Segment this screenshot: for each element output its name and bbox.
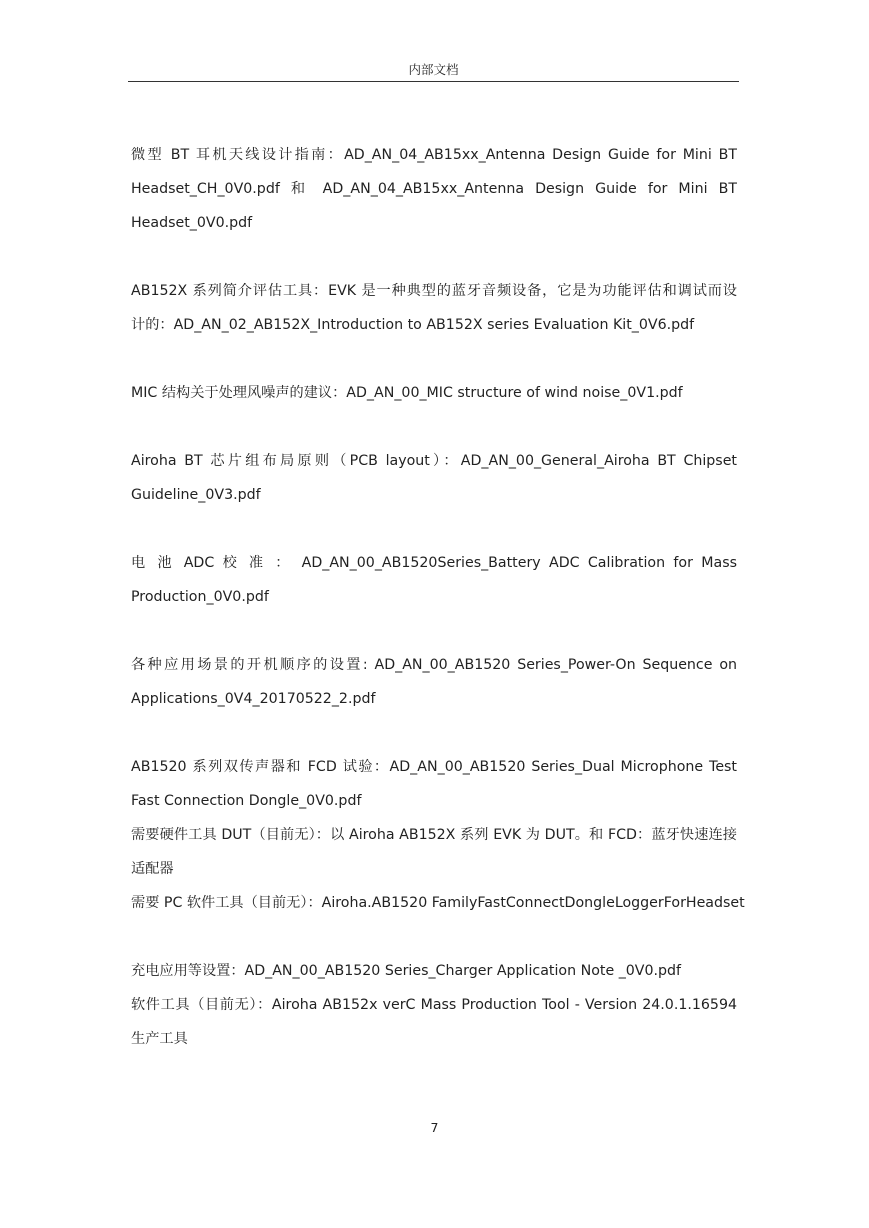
text-line: 需要硬件工具 DUT（目前无）：以 Airoha AB152X 系列 EVK 为 DUT。和 FCD：蓝牙快速连接 — [131, 827, 737, 843]
text-line: AB152X 系列简介评估工具：EVK 是一种典型的蓝牙音频设备，它是为功能评估和调试而设 — [131, 283, 737, 299]
paragraph-antenna-guide — [131, 138, 737, 240]
paragraph-evk-intro — [131, 274, 737, 342]
text-line: 生产工具 — [131, 1031, 188, 1047]
page-number: 7 — [430, 1120, 439, 1135]
text-line: Headset_0V0.pdf — [131, 215, 253, 231]
document-body — [131, 138, 745, 1056]
paragraph-charger-application — [131, 954, 737, 1056]
text-line: Airoha BT 芯片组布局原则（PCB layout）：AD_AN_00_General_Airoha BT Chipset — [131, 453, 737, 469]
text-line: Applications_0V4_20170522_2.pdf — [131, 691, 376, 707]
text-line: Guideline_0V3.pdf — [131, 487, 261, 503]
text-line: 需要 PC 软件工具（目前无）：Airoha.AB1520 FamilyFastConnectDongleLoggerForHeadset — [131, 895, 745, 911]
paragraph-battery-adc — [131, 546, 737, 614]
paragraph-dual-mic-fcd — [131, 750, 745, 920]
text-line: 适配器 — [131, 861, 174, 877]
text-line: AB1520 系列双传声器和 FCD 试验：AD_AN_00_AB1520 Series_Dual Microphone Test — [131, 759, 737, 775]
header-title: 内部文档 — [408, 62, 459, 77]
paragraph-mic-structure — [131, 376, 737, 410]
text-line: 计的：AD_AN_02_AB152X_Introduction to AB152X series Evaluation Kit_0V6.pdf — [131, 317, 695, 333]
text-line: 微型 BT 耳机天线设计指南：AD_AN_04_AB15xx_Antenna Design Guide for Mini BT — [131, 147, 737, 163]
text-line: 充电应用等设置：AD_AN_00_AB1520 Series_Charger Application Note _0V0.pdf — [131, 963, 682, 979]
text-line: 各种应用场景的开机顺序的设置: AD_AN_00_AB1520 Series_Power-On Sequence on — [131, 657, 737, 673]
text-line: 软件工具（目前无）：Airoha AB152x verC Mass Production Tool - Version 24.0.1.16594 — [131, 997, 737, 1013]
text-line: 电 池 ADC 校 准 ： AD_AN_00_AB1520Series_Battery ADC Calibration for Mass — [131, 555, 737, 571]
page-header — [128, 60, 739, 82]
text-line: Production_0V0.pdf — [131, 589, 269, 605]
paragraph-pcb-layout — [131, 444, 737, 512]
text-line: Headset_CH_0V0.pdf 和 AD_AN_04_AB15xx_Antenna Design Guide for Mini BT — [131, 181, 737, 197]
text-line: Fast Connection Dongle_0V0.pdf — [131, 793, 362, 809]
text-line: MIC 结构关于处理风噪声的建议：AD_AN_00_MIC structure of wind noise_0V1.pdf — [131, 385, 683, 401]
paragraph-power-on-sequence — [131, 648, 737, 716]
